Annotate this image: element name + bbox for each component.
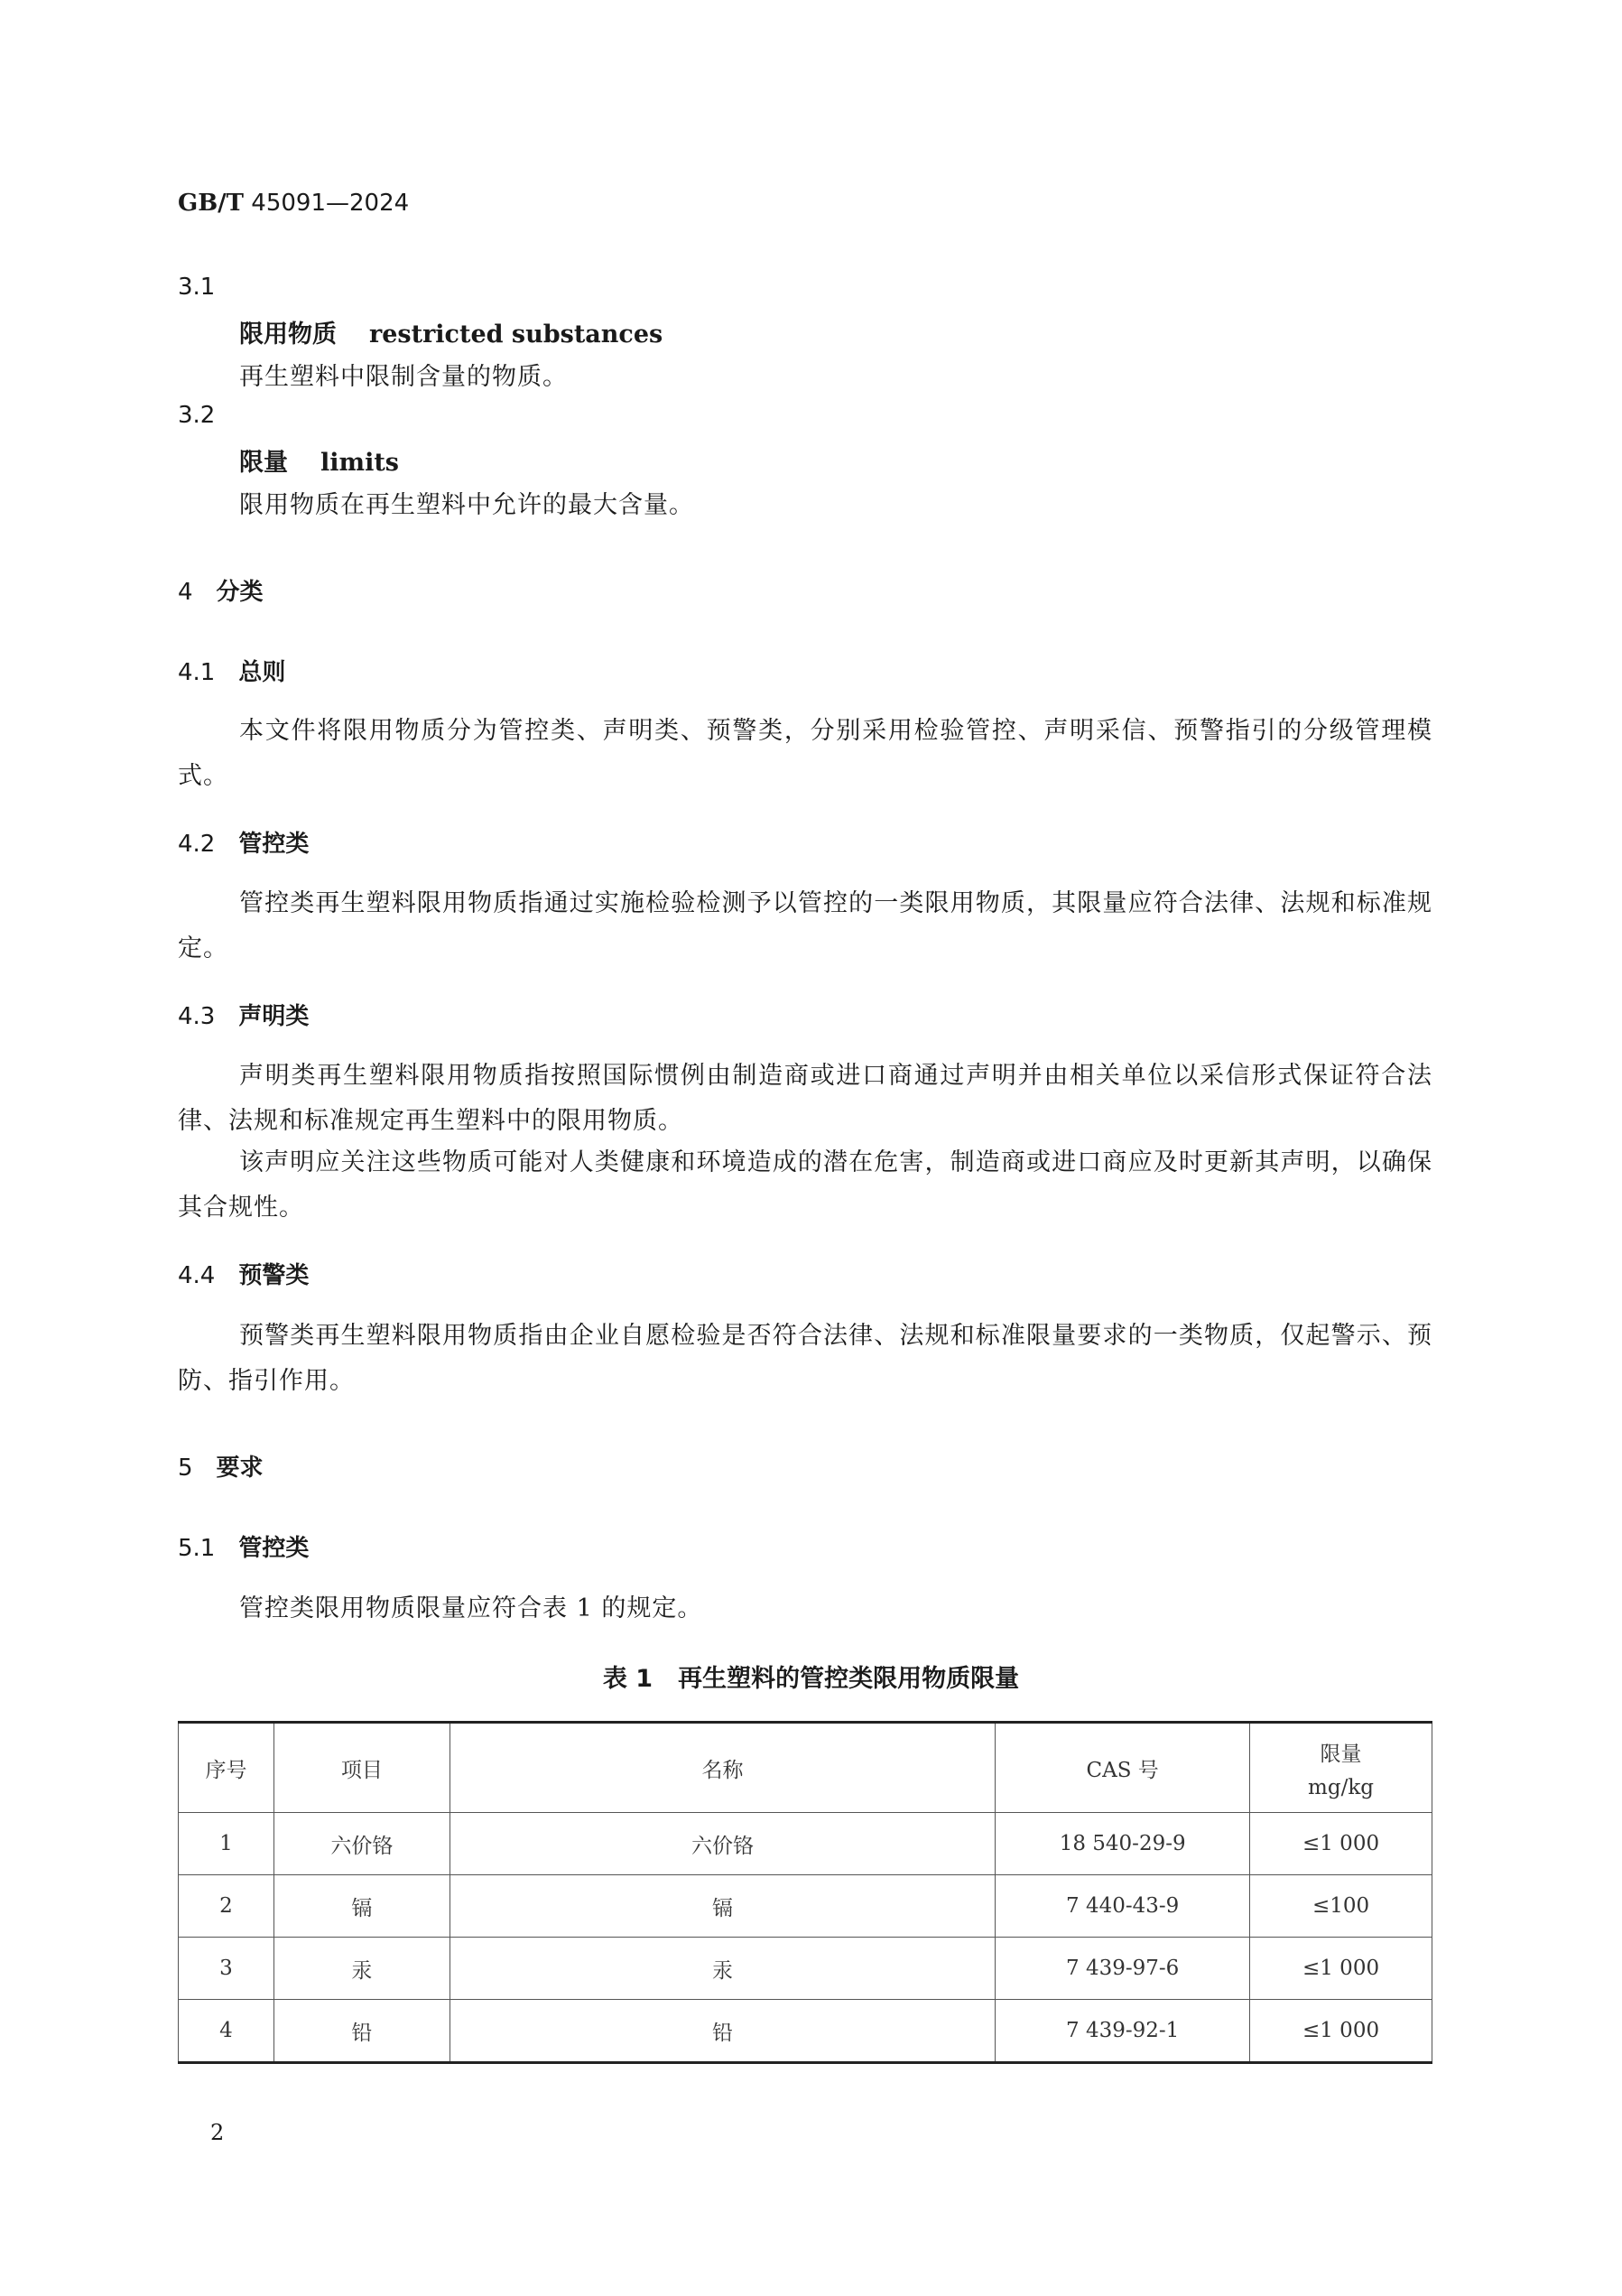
page-number: 2 <box>210 2120 225 2145</box>
term-en: restricted substances <box>369 321 663 349</box>
section-number: 5.1 <box>178 1535 216 1562</box>
section-number: 4.2 <box>178 831 216 858</box>
table-caption <box>0 1659 1622 1694</box>
cell-name: 镉 <box>450 1875 996 1938</box>
paragraph: 预警类再生塑料限用物质指由企业自愿检验是否符合法律、法规和标准限量要求的一类物质，仅起警示、预防、指引作用。 <box>178 1322 1432 1395</box>
table-row <box>179 1938 1432 2000</box>
term-definition: 限用物质在再生塑料中允许的最大含量。 <box>239 491 694 519</box>
section-heading <box>178 573 264 607</box>
section-title: 管控类 <box>238 1535 310 1562</box>
subsection-heading <box>178 1529 309 1563</box>
header-item: 项目 <box>273 1723 450 1813</box>
section-title: 分类 <box>216 579 264 606</box>
section-number: 4 <box>178 579 193 606</box>
cell-item: 铅 <box>273 2000 450 2063</box>
section-title: 声明类 <box>238 1003 310 1030</box>
section-title: 预警类 <box>238 1262 310 1289</box>
cell-cas: 18 540-29-9 <box>996 1813 1250 1875</box>
term-definition: 再生塑料中限制含量的物质。 <box>239 363 568 391</box>
term-number: 3.2 <box>178 402 216 429</box>
subsection-heading <box>178 825 309 859</box>
header-limit-unit: mg/kg <box>1308 1775 1374 1799</box>
header-cas: CAS 号 <box>996 1723 1250 1813</box>
paragraph: 该声明应关注这些物质可能对人类健康和环境造成的潜在危害，制造商或进口商应及时更新其声明，以确保其合规性。 <box>178 1148 1432 1222</box>
section-heading <box>178 1449 264 1483</box>
cell-item: 六价铬 <box>273 1813 450 1875</box>
standard-prefix: GB/T <box>178 190 245 217</box>
cell-cas: 7 439-92-1 <box>996 2000 1250 2063</box>
subsection-heading <box>178 654 285 687</box>
section-title: 要求 <box>216 1455 264 1482</box>
cell-limit: ≤1 000 <box>1250 1938 1432 2000</box>
cell-seq: 1 <box>179 1813 274 1875</box>
table-row <box>179 2000 1432 2063</box>
cell-seq: 4 <box>179 2000 274 2063</box>
restricted-substances-table <box>178 1721 1432 2064</box>
table-number: 表 1 <box>602 1665 653 1693</box>
cell-seq: 2 <box>179 1875 274 1938</box>
term-zh: 限量 <box>239 449 288 477</box>
section-title: 管控类 <box>238 831 310 858</box>
cell-name: 汞 <box>450 1938 996 2000</box>
term-title <box>239 314 663 349</box>
section-number: 4.1 <box>178 659 216 686</box>
paragraph: 管控类再生塑料限用物质指通过实施检验检测予以管控的一类限用物质，其限量应符合法律、法规和标准规定。 <box>178 889 1432 962</box>
table-row <box>179 1813 1432 1875</box>
term-en: limits <box>320 449 400 477</box>
cell-limit: ≤1 000 <box>1250 1813 1432 1875</box>
cell-item: 镉 <box>273 1875 450 1938</box>
table-header-row <box>179 1723 1432 1813</box>
cell-limit: ≤100 <box>1250 1875 1432 1938</box>
cell-name: 六价铬 <box>450 1813 996 1875</box>
table-title: 再生塑料的管控类限用物质限量 <box>678 1665 1020 1693</box>
paragraph: 本文件将限用物质分为管控类、声明类、预警类，分别采用检验管控、声明采信、预警指引的分级管理模式。 <box>178 717 1432 790</box>
section-number: 4.4 <box>178 1262 216 1289</box>
subsection-heading <box>178 1257 309 1290</box>
term-zh: 限用物质 <box>239 321 337 349</box>
subsection-heading <box>178 998 309 1031</box>
cell-cas: 7 439-97-6 <box>996 1938 1250 2000</box>
header-limit-label: 限量 <box>1320 1742 1362 1766</box>
header-limit <box>1250 1723 1432 1813</box>
cell-name: 铅 <box>450 2000 996 2063</box>
section-number: 5 <box>178 1455 193 1482</box>
header-name: 名称 <box>450 1723 996 1813</box>
term-number: 3.1 <box>178 274 216 301</box>
paragraph: 声明类再生塑料限用物质指按照国际惯例由制造商或进口商通过声明并由相关单位以采信形式保证符合法律、法规和标准规定再生塑料中的限用物质。 <box>178 1062 1432 1135</box>
cell-item: 汞 <box>273 1938 450 2000</box>
cell-limit: ≤1 000 <box>1250 2000 1432 2063</box>
standard-code <box>178 190 409 217</box>
term-title <box>239 442 399 478</box>
header-seq: 序号 <box>179 1723 274 1813</box>
standard-number: 45091—2024 <box>251 190 410 217</box>
cell-cas: 7 440-43-9 <box>996 1875 1250 1938</box>
paragraph: 管控类限用物质限量应符合表 1 的规定。 <box>239 1594 703 1622</box>
section-number: 4.3 <box>178 1003 216 1030</box>
table-row <box>179 1875 1432 1938</box>
section-title: 总则 <box>238 659 286 686</box>
cell-seq: 3 <box>179 1938 274 2000</box>
